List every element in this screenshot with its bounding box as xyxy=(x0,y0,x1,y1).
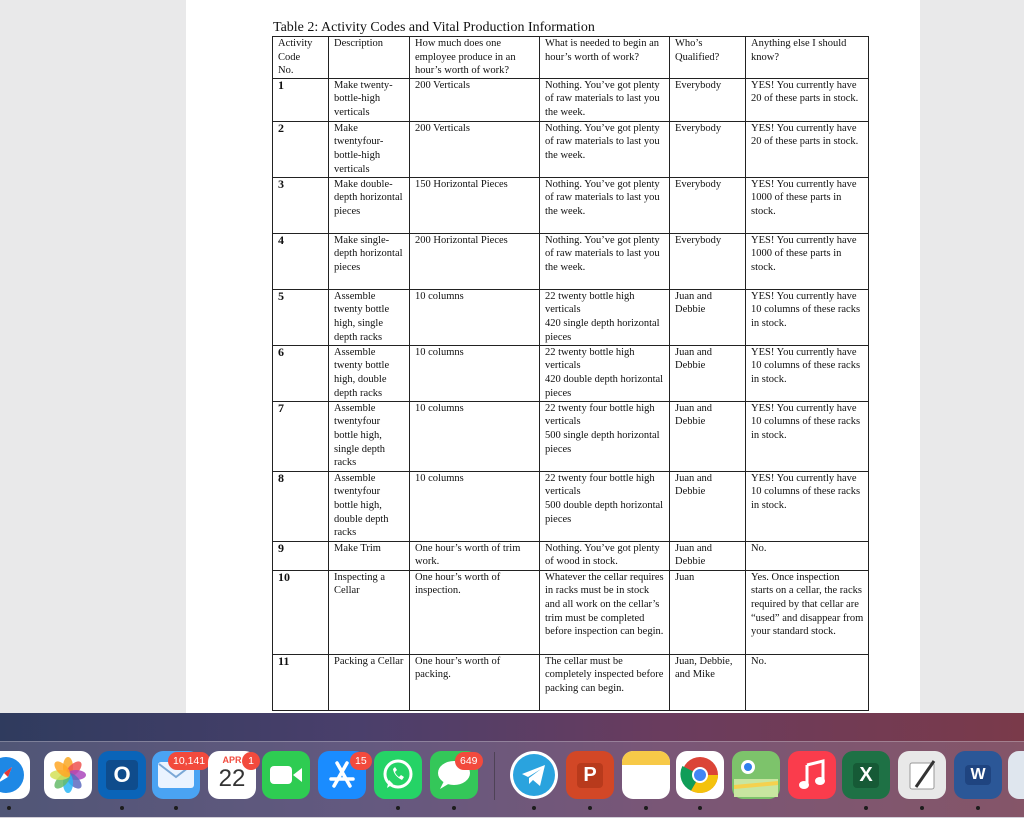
header-requirements: What is needed to begin an hour’s worth of work? xyxy=(540,37,670,79)
notes-cell: No. xyxy=(746,654,869,710)
telegram-app[interactable] xyxy=(510,751,558,799)
music-note-icon xyxy=(797,759,827,791)
compass-icon xyxy=(0,755,26,795)
production-cell: 200 Verticals xyxy=(410,121,540,177)
script-editor-app[interactable] xyxy=(898,751,946,799)
word-app[interactable] xyxy=(954,751,1002,799)
notes-cell: Yes. Once inspection starts on a cellar, the racks required by that cellar are “used” and disappear from your standard stock. xyxy=(746,570,869,654)
activity-code-cell: 8 xyxy=(273,471,329,541)
table-row xyxy=(273,177,869,233)
activity-code-cell: 9 xyxy=(273,541,329,570)
safari-app[interactable] xyxy=(0,751,30,799)
header-production-rate: How much does one employee produce in an hour’s worth of work? xyxy=(410,37,540,79)
activity-code-cell: 11 xyxy=(273,654,329,710)
qualified-cell: Juan and Debbie xyxy=(670,401,746,471)
qualified-cell: Juan xyxy=(670,570,746,654)
description-cell: Make twentyfour-bottle-high verticals xyxy=(329,121,410,177)
production-cell: 10 columns xyxy=(410,289,540,345)
requirements-cell: 22 twenty four bottle high verticals 500 double depth horizontal pieces xyxy=(540,471,670,541)
notes-cell: YES! You currently have 1000 of these parts in stock. xyxy=(746,233,869,289)
requirements-cell: Nothing. You’ve got plenty of raw materials to last you the week. xyxy=(540,121,670,177)
outlook-icon: O xyxy=(106,760,137,790)
running-indicator xyxy=(452,806,456,810)
chrome-icon xyxy=(680,755,720,795)
activity-codes-table xyxy=(272,36,869,711)
qualified-cell: Juan and Debbie xyxy=(670,289,746,345)
description-cell: Make twenty-bottle-high verticals xyxy=(329,78,410,121)
table-row xyxy=(273,78,869,121)
excel-app[interactable] xyxy=(842,751,890,799)
running-indicator xyxy=(698,806,702,810)
table-row xyxy=(273,471,869,541)
notes-cell: No. xyxy=(746,541,869,570)
running-indicator xyxy=(174,806,178,810)
mail-badge: 10,141 xyxy=(168,752,210,770)
requirements-cell: 22 twenty bottle high verticals 420 double depth horizontal pieces xyxy=(540,345,670,401)
paper-plane-icon xyxy=(512,753,556,797)
description-cell: Assemble twenty bottle high, double depth racks xyxy=(329,345,410,401)
outlook-app[interactable] xyxy=(98,751,146,799)
calendar-month: APR xyxy=(222,755,242,765)
description-cell: Assemble twentyfour bottle high, single depth racks xyxy=(329,401,410,471)
running-indicator xyxy=(532,806,536,810)
description-cell: Packing a Cellar xyxy=(329,654,410,710)
activity-code-cell: 3 xyxy=(273,177,329,233)
qualified-cell: Juan, Debbie, and Mike xyxy=(670,654,746,710)
activity-code-cell: 4 xyxy=(273,233,329,289)
qualified-cell: Juan and Debbie xyxy=(670,345,746,401)
notepad-icon xyxy=(622,751,670,765)
description-cell: Make single-depth horizontal pieces xyxy=(329,233,410,289)
description-cell: Inspecting a Cellar xyxy=(329,570,410,654)
activity-code-cell: 7 xyxy=(273,401,329,471)
requirements-cell: 22 twenty bottle high verticals 420 single depth horizontal pieces xyxy=(540,289,670,345)
partial-app[interactable] xyxy=(1008,751,1024,799)
dock-separator xyxy=(494,752,495,800)
activity-code-cell: 10 xyxy=(273,570,329,654)
table-body xyxy=(273,78,869,710)
notes-cell: YES! You currently have 10 columns of these racks in stock. xyxy=(746,401,869,471)
excel-icon: X xyxy=(853,763,878,788)
notes-cell: YES! You currently have 20 of these parts in stock. xyxy=(746,121,869,177)
description-cell: Make Trim xyxy=(329,541,410,570)
header-notes: Anything else I should know? xyxy=(746,37,869,79)
notes-app[interactable] xyxy=(622,751,670,799)
video-camera-icon xyxy=(269,764,303,786)
running-indicator xyxy=(396,806,400,810)
running-indicator xyxy=(7,806,11,810)
requirements-cell: Nothing. You’ve got plenty of wood in stock. xyxy=(540,541,670,570)
table-row xyxy=(273,570,869,654)
table-row xyxy=(273,289,869,345)
running-indicator xyxy=(920,806,924,810)
notes-cell: YES! You currently have 20 of these parts in stock. xyxy=(746,78,869,121)
table-row xyxy=(273,233,869,289)
calendar-day: 22 xyxy=(218,765,246,792)
header-description: Description xyxy=(329,37,410,79)
messages-badge: 649 xyxy=(455,752,483,770)
word-icon: W xyxy=(965,765,990,785)
description-cell: Make double-depth horizontal pieces xyxy=(329,177,410,233)
running-indicator xyxy=(120,806,124,810)
qualified-cell: Everybody xyxy=(670,177,746,233)
requirements-cell: Whatever the cellar requires in racks must be in stock and all work on the cellar’s trim must be completed before inspection can begin. xyxy=(540,570,670,654)
app-store-badge: 15 xyxy=(350,752,372,770)
running-indicator xyxy=(976,806,980,810)
phone-bubble-icon xyxy=(381,758,415,792)
qualified-cell: Everybody xyxy=(670,78,746,121)
chrome-app[interactable] xyxy=(676,751,724,799)
powerpoint-app[interactable] xyxy=(566,751,614,799)
production-cell: 10 columns xyxy=(410,345,540,401)
qualified-cell: Everybody xyxy=(670,233,746,289)
production-cell: 200 Verticals xyxy=(410,78,540,121)
description-cell: Assemble twenty bottle high, single depth racks xyxy=(329,289,410,345)
production-cell: One hour’s worth of inspection. xyxy=(410,570,540,654)
description-cell: Assemble twentyfour bottle high, double depth racks xyxy=(329,471,410,541)
production-cell: 150 Horizontal Pieces xyxy=(410,177,540,233)
pen-icon xyxy=(904,757,940,793)
running-indicator xyxy=(644,806,648,810)
requirements-cell: Nothing. You’ve got plenty of raw materials to last you the week. xyxy=(540,78,670,121)
calendar-badge: 1 xyxy=(242,752,260,770)
facetime-app[interactable] xyxy=(262,751,310,799)
running-indicator xyxy=(864,806,868,810)
table-row xyxy=(273,541,869,570)
notes-cell: YES! You currently have 10 columns of these racks in stock. xyxy=(746,345,869,401)
table-caption: Table 2: Activity Codes and Vital Production Information xyxy=(273,20,595,35)
running-indicator xyxy=(588,806,592,810)
production-cell: One hour’s worth of packing. xyxy=(410,654,540,710)
production-cell: 200 Horizontal Pieces xyxy=(410,233,540,289)
notes-cell: YES! You currently have 10 columns of these racks in stock. xyxy=(746,289,869,345)
notes-cell: YES! You currently have 10 columns of these racks in stock. xyxy=(746,471,869,541)
qualified-cell: Everybody xyxy=(670,121,746,177)
header-qualified: Who’s Qualified? xyxy=(670,37,746,79)
maps-app[interactable] xyxy=(732,751,780,799)
flower-icon xyxy=(48,755,88,795)
activity-code-cell: 2 xyxy=(273,121,329,177)
activity-code-cell: 1 xyxy=(273,78,329,121)
photos-app[interactable] xyxy=(44,751,92,799)
activity-code-cell: 5 xyxy=(273,289,329,345)
music-app[interactable] xyxy=(788,751,836,799)
qualified-cell: Juan and Debbie xyxy=(670,541,746,570)
production-cell: 10 columns xyxy=(410,471,540,541)
requirements-cell: Nothing. You’ve got plenty of raw materials to last you the week. xyxy=(540,177,670,233)
header-activity-code: Activity Code No. xyxy=(273,37,329,79)
table-row xyxy=(273,121,869,177)
table-header-row xyxy=(273,37,869,79)
powerpoint-icon: P xyxy=(577,763,602,788)
table-row xyxy=(273,345,869,401)
notes-cell: YES! You currently have 1000 of these parts in stock. xyxy=(746,177,869,233)
requirements-cell: 22 twenty four bottle high verticals 500 single depth horizontal pieces xyxy=(540,401,670,471)
whatsapp-app[interactable] xyxy=(374,751,422,799)
table-row xyxy=(273,401,869,471)
requirements-cell: Nothing. You’ve got plenty of raw materials to last you the week. xyxy=(540,233,670,289)
production-cell: 10 columns xyxy=(410,401,540,471)
activity-code-cell: 6 xyxy=(273,345,329,401)
requirements-cell: The cellar must be completely inspected before packing can begin. xyxy=(540,654,670,710)
table-row xyxy=(273,654,869,710)
production-cell: One hour’s worth of trim work. xyxy=(410,541,540,570)
map-pin-icon xyxy=(734,753,778,797)
qualified-cell: Juan and Debbie xyxy=(670,471,746,541)
